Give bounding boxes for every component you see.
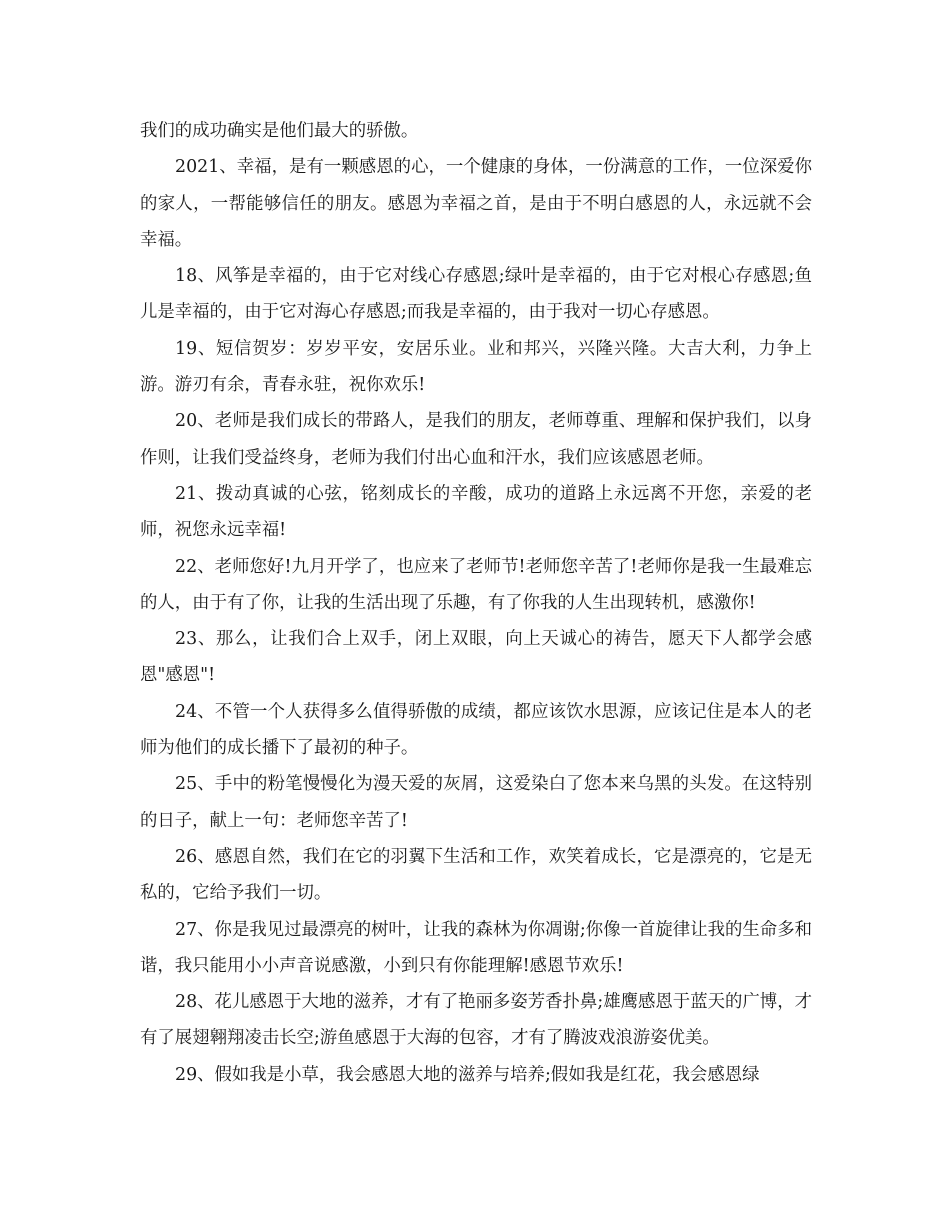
paragraph-8: 23、那么，让我们合上双手，闭上双眼，向上天诚心的祷告，愿天下人都学会感恩"感恩"!: [140, 629, 812, 686]
document-body: [140, 113, 812, 1093]
paragraph-6: 21、拨动真诚的心弦，铭刻成长的辛酸，成功的道路上永远离不开您，亲爱的老师，祝您永远幸福!: [140, 483, 812, 541]
paragraph-13: 28、花儿感恩于大地的滋养，才有了艳丽多姿芳香扑鼻;雄鹰感恩于蓝天的广博，才有了展翅翱翔凌击长空;游鱼感恩于大海的包容，才有了腾波戏浪游姿优美。: [140, 992, 812, 1049]
paragraph-4: 19、短信贺岁：岁岁平安，安居乐业。业和邦兴，兴隆兴隆。大吉大利，力争上游。游刃有余，青春永驻，祝你欢乐!: [140, 338, 812, 396]
paragraph-9: 24、不管一个人获得多么值得骄傲的成绩，都应该饮水思源，应该记住是本人的老师为他们的成长播下了最初的种子。: [140, 701, 812, 759]
paragraph-3: 18、风筝是幸福的，由于它对线心存感恩;绿叶是幸福的，由于它对根心存感恩;鱼儿是幸福的，由于它对海心存感恩;而我是幸福的，由于我对一切心存感恩。: [140, 266, 812, 323]
paragraph-12: 27、你是我见过最漂亮的树叶，让我的森林为你凋谢;你像一首旋律让我的生命多和谐，我只能用小小声音说感激，小到只有你能理解!感恩节欢乐!: [140, 919, 812, 976]
paragraph-1: 我们的成功确实是他们最大的骄傲。: [140, 121, 419, 141]
paragraph-10: 25、手中的粉笔慢慢化为漫天爱的灰屑，这爱染白了您本来乌黑的头发。在这特别的日子，献上一句：老师您辛苦了!: [140, 774, 812, 831]
paragraph-11: 26、感恩自然，我们在它的羽翼下生活和工作，欢笑着成长，它是漂亮的，它是无私的，它给予我们一切。: [140, 846, 812, 904]
paragraph-5: 20、老师是我们成长的带路人，是我们的朋友，老师尊重、理解和保护我们，以身作则，让我们受益终身，老师为我们付出心血和汗水，我们应该感恩老师。: [140, 411, 812, 468]
paragraph-7: 22、老师您好!九月开学了，也应来了老师节!老师您辛苦了!老师你是我一生最难忘的人，由于有了你，让我的生活出现了乐趣，有了你我的人生出现转机，感激你!: [140, 556, 812, 613]
paragraph-14: 29、假如我是小草，我会感恩大地的滋养与培养;假如我是红花，我会感恩绿: [175, 1064, 760, 1085]
paragraph-2: 2021、幸福，是有一颗感恩的心，一个健康的身体，一份满意的工作，一位深爱你的家人，一帮能够信任的朋友。感恩为幸福之首，是由于不明白感恩的人，永远就不会幸福。: [140, 157, 812, 250]
